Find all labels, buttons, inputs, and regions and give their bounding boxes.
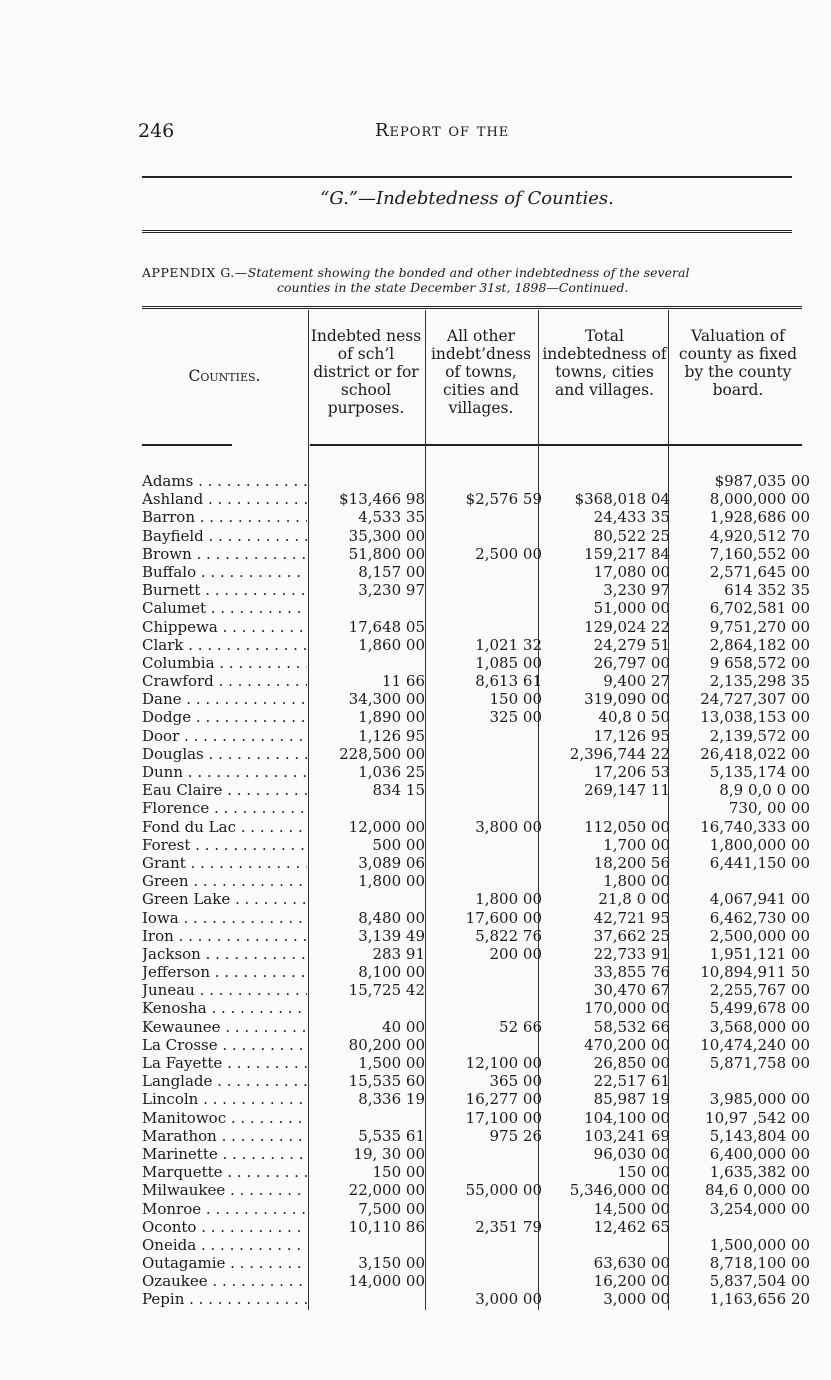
other-indebtedness: 52 66 [499,1017,542,1036]
county-valuation: 3,568,000 00 [709,1017,810,1036]
county-name: Outagamie . . . [142,1254,307,1272]
total-indebtedness: 40,8 0 50 [598,708,670,727]
total-indebtedness: 30,470 67 [593,981,670,1000]
county-valuation: 1,800,000 00 [709,835,810,854]
county-name: Jefferson . . . [142,963,307,981]
county-name: Bayfield . . . [142,527,307,545]
table-row [142,1272,810,1291]
county-name: Grant . . . [142,854,307,872]
county-name: Iowa . . . [142,909,307,927]
table-row [142,1108,810,1127]
header-counties: Counties. [188,367,261,385]
county-valuation: 5,143,804 00 [709,1126,810,1145]
county-valuation: 2,500,000 00 [709,926,810,945]
county-valuation: 8,718,100 00 [709,1254,810,1273]
county-name: Door . . . [142,727,307,745]
total-indebtedness: 26,850 00 [593,1054,670,1072]
table-row [142,581,810,600]
total-indebtedness: 18,200 56 [593,853,670,872]
county-name: Iron . . . [142,927,307,945]
county-name: Lincoln . . . [142,1090,307,1108]
county-name: Brown . . . [142,545,307,563]
school-indebtedness: 8,157 00 [358,562,425,581]
school-indebtedness: 8,100 00 [358,963,425,982]
school-indebtedness: 283 91 [372,944,425,963]
caption-line-1: Statement showing the bonded and other indebtedness of the several [247,265,690,280]
school-indebtedness: 3,230 97 [358,581,425,600]
school-indebtedness: 80,200 00 [348,1035,425,1054]
table-row [142,526,810,545]
total-indebtedness: 5,346,000 00 [569,1181,670,1200]
school-indebtedness: 1,126 95 [358,726,425,745]
total-indebtedness: 3,000 00 [603,1290,670,1309]
table-row [142,1054,810,1072]
county-name: Milwaukee . . . [142,1181,307,1199]
county-valuation: 6,400,000 00 [709,1144,810,1163]
county-name: Langlade . . . [142,1072,307,1090]
other-indebtedness: 1,021 32 [475,635,542,654]
table-row [142,544,810,563]
county-valuation: 614 352 35 [724,581,810,600]
table-row [142,1144,810,1163]
other-indebtedness: 16,277 00 [465,1090,542,1109]
table-row [142,908,810,927]
school-indebtedness: 1,500 00 [358,1054,425,1072]
total-indebtedness: 159,217 84 [584,544,670,563]
county-valuation: 24,727,307 00 [700,690,810,709]
total-indebtedness: 170,000 00 [584,999,670,1018]
table-row [142,490,810,509]
school-indebtedness: 17,648 05 [348,617,425,636]
county-name: Green . . . [142,872,307,890]
table-row [142,1218,802,1236]
county-valuation: 10,894,911 50 [700,963,810,982]
county-valuation: 2,571,645 00 [709,562,810,581]
county-valuation: 4,920,512 70 [709,526,810,545]
total-indebtedness: 22,517 61 [593,1072,670,1091]
school-indebtedness: 150 00 [372,1163,425,1182]
table-body [142,472,810,1309]
county-name: Manitowoc . . . [142,1109,307,1127]
county-valuation: 3,985,000 00 [709,1090,810,1109]
table-row [142,562,810,581]
other-indebtedness: 325 00 [489,708,542,727]
school-indebtedness: 500 00 [372,835,425,854]
total-indebtedness: 58,532 66 [593,1017,670,1036]
school-indebtedness: 1,036 25 [358,763,425,781]
school-indebtedness: 5,535 61 [358,1126,425,1145]
county-name: Marinette . . . [142,1145,307,1163]
table-row [142,963,810,982]
total-indebtedness: 16,200 00 [593,1272,670,1291]
table-row [142,981,810,1000]
table-row [142,944,810,963]
school-indebtedness: 3,150 00 [358,1254,425,1273]
header-other: All other indebt’dness of towns, cities and villages. [430,327,532,417]
county-name: Jackson . . . [142,945,307,963]
total-indebtedness: 3,230 97 [603,581,670,600]
county-valuation: 5,135,174 00 [709,763,810,781]
other-indebtedness: 55,000 00 [465,1181,542,1200]
county-valuation: 5,837,504 00 [709,1272,810,1291]
table-row [142,1072,802,1090]
school-indebtedness: 12,000 00 [348,817,425,836]
total-indebtedness: 14,500 00 [593,1199,670,1218]
school-indebtedness: 22,000 00 [348,1181,425,1200]
county-name: Oconto . . . [142,1218,307,1236]
county-valuation: 7,160,552 00 [709,544,810,563]
county-valuation: 1,951,121 00 [709,944,810,963]
county-valuation: $987,035 00 [714,472,810,490]
school-indebtedness: 834 15 [372,781,425,800]
total-indebtedness: 42,721 95 [593,908,670,927]
table-row [142,835,810,854]
table-row [142,635,810,654]
school-indebtedness: 35,300 00 [348,526,425,545]
table-row [142,1290,810,1309]
total-indebtedness: 112,050 00 [584,817,670,836]
county-name: Barron . . . [142,508,307,526]
county-valuation: 5,499,678 00 [709,999,810,1018]
county-name: Marquette . . . [142,1163,307,1181]
county-valuation: 1,500,000 00 [709,1235,810,1254]
school-indebtedness: 19, 30 00 [353,1144,425,1163]
county-name: Green Lake . . . [142,890,307,908]
section-title: “G.”—Indebtedness of Counties. [320,188,614,209]
table-row [142,1126,810,1145]
table-row [142,1017,810,1036]
other-indebtedness: 3,800 00 [475,817,542,836]
county-valuation: 4,067,941 00 [709,890,810,909]
county-name: La Fayette . . . [142,1054,307,1072]
school-indebtedness: 1,860 00 [358,635,425,654]
other-indebtedness: 12,100 00 [465,1054,542,1072]
table-row [142,1235,810,1254]
county-name: Adams . . . [142,472,307,490]
school-indebtedness: 228,500 00 [339,744,425,763]
county-name: Calumet . . . [142,599,307,617]
county-name: Buffalo . . . [142,563,307,581]
school-indebtedness: 40 00 [382,1017,425,1036]
county-name: Florence . . . [142,799,307,817]
other-indebtedness: $2,576 59 [465,490,542,509]
table-row [142,1035,810,1054]
county-name: Kenosha . . . [142,999,307,1017]
other-indebtedness: 365 00 [489,1072,542,1091]
caption-line-2: counties in the state December 31st, 1898—Continued. [277,280,629,295]
caption-label: APPENDIX G.— [142,265,248,280]
table-row [142,999,810,1018]
table-row [142,853,810,872]
table-row [142,599,810,618]
total-indebtedness: 104,100 00 [584,1108,670,1127]
other-indebtedness: 17,600 00 [465,908,542,927]
county-valuation: 8,000,000 00 [709,490,810,509]
table-row [142,1199,810,1218]
school-indebtedness: 11 66 [382,672,425,691]
other-indebtedness: 5,822 76 [475,926,542,945]
total-indebtedness: 80,522 25 [593,526,670,545]
county-name: Kewaunee . . . [142,1018,307,1036]
total-indebtedness: 150 00 [617,1163,670,1182]
table-row [142,763,810,781]
total-indebtedness: 1,700 00 [603,835,670,854]
county-name: Chippewa . . . [142,618,307,636]
total-indebtedness: 33,855 76 [593,963,670,982]
county-name: Monroe . . . [142,1200,307,1218]
county-name: Ozaukee . . . [142,1272,307,1290]
county-valuation: 10,97 ,542 00 [705,1108,810,1127]
school-indebtedness: 1,890 00 [358,708,425,727]
school-indebtedness: 3,089 06 [358,853,425,872]
table-row [142,708,810,727]
county-valuation: 2,864,182 00 [709,635,810,654]
county-name: Dodge . . . [142,708,307,726]
school-indebtedness: 15,535 60 [348,1072,425,1091]
county-valuation: 1,635,382 00 [709,1163,810,1182]
table-row [142,1163,810,1182]
county-valuation: 6,702,581 00 [709,599,810,618]
total-indebtedness: 96,030 00 [593,1144,670,1163]
county-name: Crawford . . . [142,672,307,690]
table-row [142,799,810,818]
county-valuation: 730, 00 00 [728,799,810,818]
school-indebtedness: 8,480 00 [358,908,425,927]
county-name: Eau Claire . . . [142,781,307,799]
county-valuation: 10,474,240 00 [700,1035,810,1054]
running-head: Report of the [375,120,510,141]
page-number: 246 [138,120,175,142]
county-name: Clark . . . [142,636,307,654]
county-valuation: 8,9 0,0 0 00 [719,781,810,800]
total-indebtedness: 470,200 00 [584,1035,670,1054]
table-row [142,690,810,709]
header-valuation: Valuation of county as fixed by the county board. [678,327,798,399]
other-indebtedness: 2,500 00 [475,544,542,563]
total-indebtedness: 129,024 22 [584,617,670,636]
total-indebtedness: 21,8 0 00 [598,890,670,909]
total-indebtedness: 63,630 00 [593,1254,670,1273]
school-indebtedness: 14,000 00 [348,1272,425,1291]
header-rule-1 [142,444,232,446]
header-total: Total indebtedness of towns, cities and villages. [542,327,667,399]
table-row [142,817,810,836]
table-row [142,726,810,745]
county-name: Burnett . . . [142,581,307,599]
total-indebtedness: 319,090 00 [584,690,670,709]
county-valuation: 9 658,572 00 [709,653,810,672]
county-valuation: 2,135,298 35 [709,672,810,691]
table-row [142,1090,810,1109]
county-valuation: 13,038,153 00 [700,708,810,727]
total-indebtedness: 17,206 53 [593,763,670,781]
total-indebtedness: 12,462 65 [593,1217,670,1236]
header-school: Indebted ness of sch’l district or for school purposes. [310,327,422,417]
table-row [142,1181,810,1200]
total-indebtedness: 17,126 95 [593,726,670,745]
county-valuation: 6,441,150 00 [709,853,810,872]
indebtedness-table [142,306,810,1309]
total-indebtedness: 9,400 27 [603,672,670,691]
county-name: Fond du Lac . . . [142,818,307,836]
table-row [142,1254,810,1273]
other-indebtedness: 1,085 00 [475,653,542,672]
total-indebtedness: 24,279 51 [593,635,670,654]
total-indebtedness: 26,797 00 [593,653,670,672]
county-name: Columbia . . . [142,654,307,672]
top-rule [142,176,792,178]
county-valuation: 2,255,767 00 [709,981,810,1000]
total-indebtedness: 103,241 69 [584,1126,670,1145]
other-indebtedness: 1,800 00 [475,890,542,909]
table-row [142,472,810,490]
school-indebtedness: 1,800 00 [358,872,425,891]
table-row [142,872,802,890]
other-indebtedness: 2,351 79 [475,1217,542,1236]
county-valuation: 84,6 0,000 00 [705,1181,810,1200]
table-row [142,744,810,763]
school-indebtedness: 51,800 00 [348,544,425,563]
school-indebtedness: 10,110 86 [348,1217,425,1236]
total-indebtedness: 37,662 25 [593,926,670,945]
other-indebtedness: 17,100 00 [465,1108,542,1127]
county-name: Juneau . . . [142,981,307,999]
county-valuation: 16,740,333 00 [700,817,810,836]
other-indebtedness: 8,613 61 [475,672,542,691]
county-valuation: 9,751,270 00 [709,617,810,636]
total-indebtedness: 22,733 91 [593,944,670,963]
total-indebtedness: $368,018 04 [574,490,670,509]
total-indebtedness: 51,000 00 [593,599,670,618]
total-indebtedness: 24,433 35 [593,508,670,527]
county-name: Oneida . . . [142,1236,307,1254]
table-row [142,672,810,691]
county-valuation: 1,163,656 20 [709,1290,810,1309]
school-indebtedness: 8,336 19 [358,1090,425,1109]
county-valuation: 5,871,758 00 [709,1054,810,1072]
school-indebtedness: 4,533 35 [358,508,425,527]
county-name: Marathon . . . [142,1127,307,1145]
other-indebtedness: 150 00 [489,690,542,709]
section-rule [142,230,792,233]
table-row [142,781,810,800]
total-indebtedness: 269,147 11 [584,781,670,800]
county-name: Pepin . . . [142,1290,307,1308]
table-row [142,926,810,945]
total-indebtedness: 1,800 00 [603,872,670,891]
other-indebtedness: 975 26 [489,1126,542,1145]
table-header [142,309,802,449]
header-rule-2 [310,444,802,446]
school-indebtedness: 15,725 42 [348,981,425,1000]
county-name: Forest . . . [142,836,307,854]
table-caption [142,265,802,295]
county-name: La Crosse . . . [142,1036,307,1054]
total-indebtedness: 85,987 19 [593,1090,670,1109]
other-indebtedness: 200 00 [489,944,542,963]
county-valuation: 1,928,686 00 [709,508,810,527]
school-indebtedness: 7,500 00 [358,1199,425,1218]
county-valuation: 2,139,572 00 [709,726,810,745]
table-row [142,508,810,527]
school-indebtedness: 3,139 49 [358,926,425,945]
total-indebtedness: 2,396,744 22 [569,744,670,763]
school-indebtedness: $13,466 98 [339,490,425,509]
table-row [142,653,810,672]
table-row [142,890,810,909]
county-name: Dunn . . . [142,763,307,781]
other-indebtedness: 3,000 00 [475,1290,542,1309]
table-row [142,617,810,636]
county-valuation: 3,254,000 00 [709,1199,810,1218]
school-indebtedness: 34,300 00 [348,690,425,709]
total-indebtedness: 17,080 00 [593,562,670,581]
county-valuation: 6,462,730 00 [709,908,810,927]
county-name: Dane . . . [142,690,307,708]
county-name: Ashland . . . [142,490,307,508]
county-valuation: 26,418,022 00 [700,744,810,763]
county-name: Douglas . . . [142,745,307,763]
